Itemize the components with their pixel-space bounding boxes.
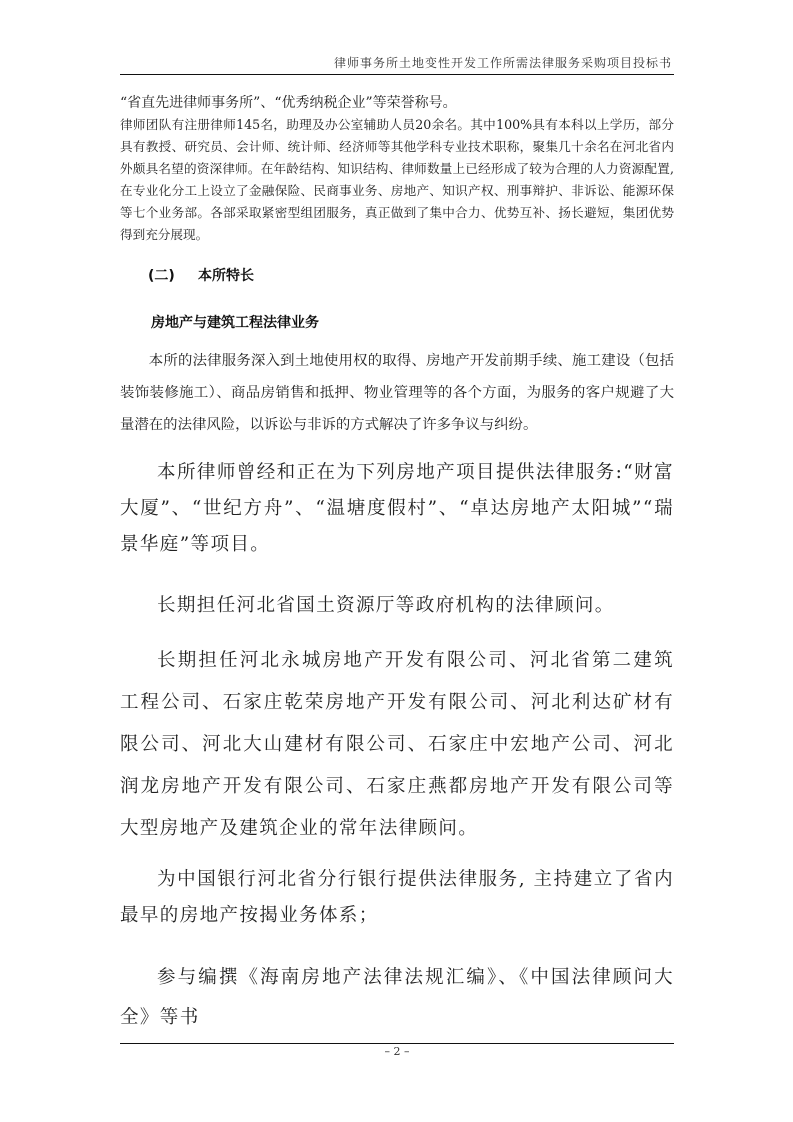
- paragraph-publications: 参与编撰《海南房地产法律法规汇编》、《中国法律顾问大全》等书: [120, 967, 674, 1028]
- page-header: [120, 50, 674, 75]
- paragraph-bank: 为中国银行河北省分行银行提供法律服务, 主持建立了省内最早的房地产按揭业务体系；: [120, 869, 674, 926]
- page-number: – 2 –: [384, 1045, 410, 1058]
- intro-section: [120, 92, 674, 246]
- subheading-text: 房地产与建筑工程法律业务: [151, 315, 319, 331]
- paragraph-gov-advisor: 长期担任河北省国土资源厅等政府机构的法律顾问。: [157, 595, 615, 616]
- paragraph-projects: 本所律师曾经和正在为下列房地产项目提供法律服务:“财富大厦”、“世纪方舟”、“温塘度假村”、“卓达房地产太阳城”“瑞景华庭”等项目。: [120, 462, 674, 555]
- paragraph-corporate-advisor: 长期担任河北永城房地产开发有限公司、河北省第二建筑工程公司、石家庄乾荣房地产开发有限公司、河北利达矿材有限公司、河北大山建材有限公司、石家庄中宏地产公司、河北润龙房地产开发有限公司、石家庄燕都房地产开发有限公司等大型房地产及建筑企业的常年法律顾问。: [120, 650, 674, 839]
- team-paragraph: 律师团队有注册律师145名，助理及办公室辅助人员20余名。其中100%具有本科以上学历，部分具有教授、研究员、会计师、统计师、经济师等其他学科专业技术职称，聚集几十余名在河北省内外颇具名望的资深律师。在年龄结构、知识结构、律师数量上已经形成了较为合理的人力资源配置,在专业化分工上设立了金融保险、民商事业务、房地产、知识产权、刑事辩护、非诉讼、能源环保等七个业务部。各部采取紧密型组团服务，真正做到了集中合力、优势互补、扬长避短，集团优势得到充分展现。: [120, 117, 674, 242]
- document-title: 律师事务所土地变性开发工作所需法律服务采购项目投标书: [333, 56, 672, 70]
- gov-advisor-paragraph: [120, 588, 674, 623]
- section-heading: [148, 265, 702, 285]
- honors-line: “省直先进律师事务所”、“优秀纳税企业”等荣誉称号。: [120, 95, 457, 111]
- real-estate-paragraph: [120, 345, 674, 441]
- projects-paragraph: [120, 455, 674, 563]
- section-title: 本所特长: [198, 268, 254, 284]
- bank-paragraph: [120, 862, 674, 934]
- subheading: [151, 312, 705, 332]
- paragraph-scope: 本所的法律服务深入到土地使用权的取得、房地产开发前期手续、施工建设（包括装饰装修施工）、商品房销售和抵押、物业管理等的各个方面，为服务的客户规避了大量潜在的法律风险，以诉讼与非诉的方式解决了许多争议与纠纷。: [120, 353, 674, 433]
- section-number: (二): [148, 268, 175, 284]
- corporate-advisor-paragraph: [120, 640, 674, 850]
- publications-paragraph: [120, 958, 674, 1038]
- page-footer: [120, 1043, 674, 1058]
